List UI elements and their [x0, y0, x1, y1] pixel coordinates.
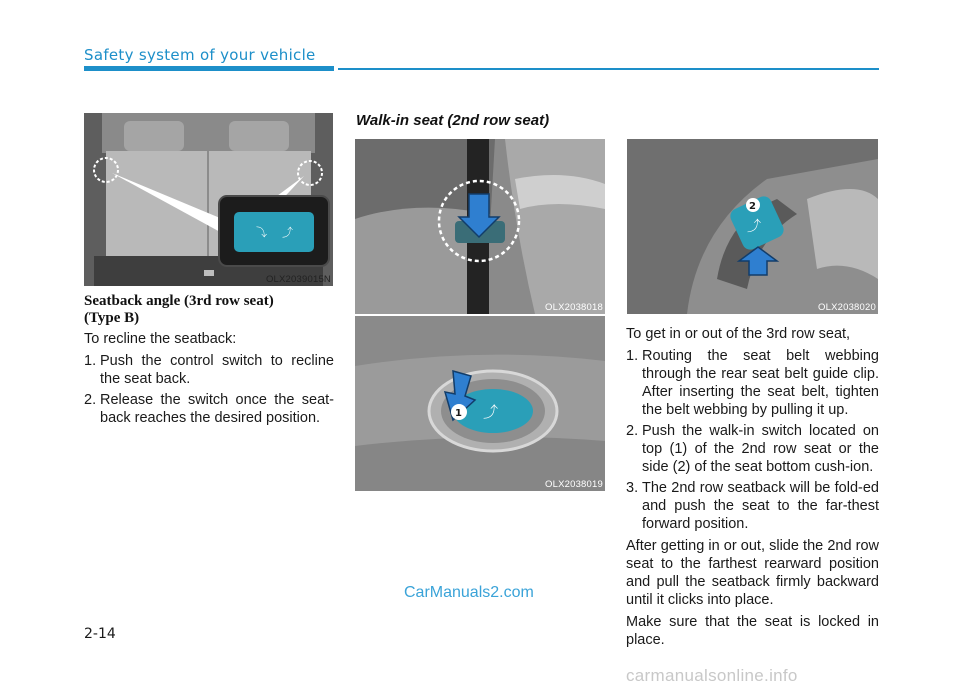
- list-item: 3. The 2nd row seatback will be fold-ed and push the seat to the far-thest forward position.: [626, 480, 879, 532]
- list-item: 1. Push the control switch to recline the seat back.: [84, 353, 334, 387]
- photo-walk-in-switch-top: [355, 316, 605, 491]
- seatback-instructions: [84, 330, 334, 430]
- seatback-angle-heading: [84, 293, 334, 327]
- header-rule-thin: [338, 68, 879, 70]
- list-item: 1. Routing the seat belt webbing through the rear seat belt guide clip. After inserting the seat belt, tighten the belt webbing by pulling it up.: [626, 348, 879, 418]
- page-number: 2-14: [84, 626, 116, 642]
- walk-in-instructions: [626, 325, 879, 653]
- svg-text:⤵: ⤵: [256, 226, 267, 239]
- heading-line-1: Seatback angle (3rd row seat): [84, 293, 274, 309]
- header-rule-thick: [84, 66, 334, 71]
- footer-watermark: carmanualsonline.info: [626, 666, 798, 685]
- after-text: After getting in or out, slide the 2nd row seat to the farthest rearward position and pull the seatback firmly backward until it clicks into place.: [626, 538, 879, 608]
- list-item: 2. Push the walk-in switch located on top (1) of the 2nd row seat or the side (2) of the seat bottom cush-ion.: [626, 423, 879, 475]
- walk-in-seat-heading: Walk-in seat (2nd row seat): [356, 112, 550, 129]
- svg-text:⤴: ⤴: [282, 226, 293, 239]
- photo-seat-belt-guide: [355, 139, 605, 314]
- photo-code: OLX2038020: [818, 302, 876, 313]
- photo-code: OLX2038018: [545, 302, 603, 313]
- svg-text:⤴: ⤴: [747, 219, 761, 235]
- photo-code: OLX2038019: [545, 479, 603, 490]
- locked-text: Make sure that the seat is locked in place.: [626, 614, 879, 648]
- intro-text: To get in or out of the 3rd row seat,: [626, 326, 851, 342]
- callout-label: 2: [749, 201, 756, 212]
- seatback-steps: [84, 352, 334, 427]
- walk-in-steps: [626, 347, 879, 533]
- photo-walk-in-switch-side: [627, 139, 878, 314]
- list-item: 2. Release the switch once the seat-back reaches the desired position.: [84, 392, 334, 426]
- callout-label: 1: [455, 408, 462, 419]
- photo-code: OLX2039015N: [265, 274, 331, 285]
- photo-trunk-seatback-switch: [84, 113, 333, 286]
- svg-text:⤴: ⤴: [483, 403, 499, 421]
- section-title: Safety system of your vehicle: [84, 46, 316, 64]
- heading-line-2: (Type B): [84, 310, 140, 326]
- intro-text: To recline the seatback:: [84, 331, 237, 347]
- watermark-link[interactable]: CarManuals2.com: [404, 584, 534, 601]
